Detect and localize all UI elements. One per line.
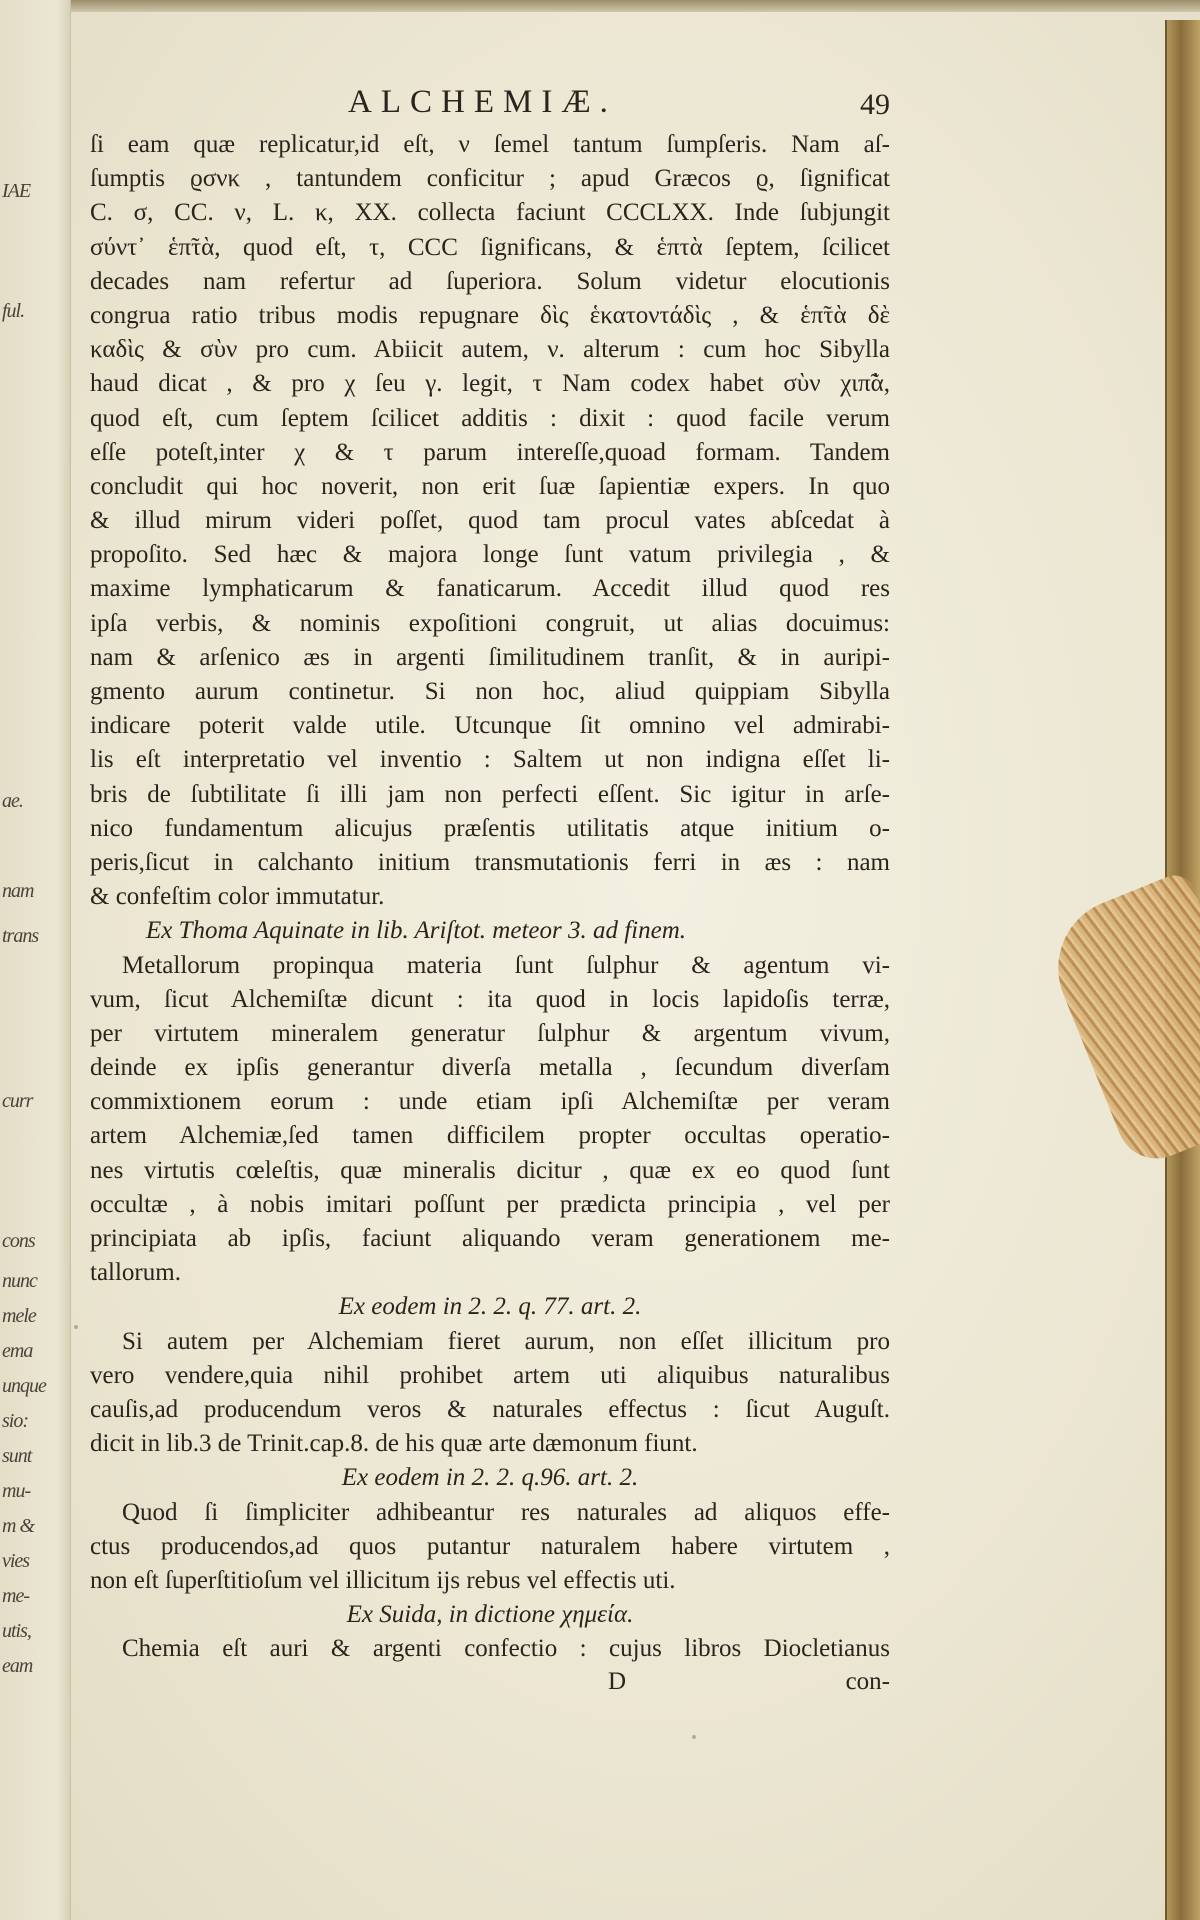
text-line: Si autem per Alchemiam fieret aurum, non eſſet illicitum pro [122, 1327, 890, 1355]
margin-fragment: eam [2, 1655, 33, 1677]
page-footer [90, 1668, 890, 1702]
running-head: ALCHEMIÆ. [348, 84, 617, 120]
margin-fragment: me- [2, 1585, 29, 1607]
text-line: non eſt ſuperſtitioſum vel illicitum ijs rebus vel effectis uti. [90, 1566, 676, 1594]
margin-fragment: trans [2, 925, 39, 947]
section-heading: Ex Thoma Aquinate in lib. Ariſtot. meteor 3. ad finem. [146, 917, 687, 945]
text-line: eſſe poteſt,inter χ & τ parum intereſſe,quoad formam. Tandem [90, 438, 890, 466]
text-line: nes virtutis cœleſtis, quæ mineralis dicitur , quæ ex eo quod ſunt [90, 1156, 890, 1184]
catchword: con- [845, 1668, 890, 1695]
signature-mark: D [608, 1668, 627, 1695]
text-line: & illud mirum videri poſſet, quod tam procul vates abſcedat à [90, 507, 890, 535]
text-line: lis eſt interpretatio vel inventio : Saltem ut non indigna eſſet li- [90, 746, 890, 774]
text-line: bris de ſubtilitate ſi illi jam non perfecti eſſent. Sic igitur in arſe- [90, 780, 890, 808]
margin-fragment: vies [2, 1550, 30, 1572]
margin-fragment: utis, [2, 1620, 31, 1642]
body-text [90, 128, 890, 1666]
text-line: vero vendere,quia nihil prohibet artem uti aliquibus naturalibus [90, 1361, 890, 1389]
text-line: deinde ex ipſis generantur diverſa metalla , ſecundum diverſam [90, 1054, 890, 1082]
text-line: indicare poterit valde utile. Utcunque ſit omnino vel admirabi- [90, 712, 890, 740]
section-heading: Ex Suida, in dictione χημεία. [346, 1601, 634, 1629]
page-top-edge [0, 0, 1200, 12]
margin-fragment: nunc [2, 1270, 37, 1292]
text-line: occultæ , à nobis imitari poſſunt per prædicta principia , vel per [90, 1190, 890, 1218]
text-line: σύντ᾽ ἑπ̃τὰ, quod eſt, τ, CCC ſignificans, & ἑπτὰ ſeptem, ſcilicet [90, 233, 890, 261]
text-line: congrua ratio tribus modis repugnare δὶς ἑκατοντάδὶς , & ἑπ̃τὰ δὲ [90, 301, 890, 329]
margin-fragment: ful. [2, 300, 25, 322]
text-line: nam & arſenico æs in argenti ſimilitudinem tranſit, & in auripi- [90, 643, 890, 671]
text-line: artem Alchemiæ,ſed tamen difficilem propter occultas operatio- [90, 1122, 890, 1150]
margin-fragment: mu- [2, 1480, 31, 1502]
text-line: quod eſt, cum ſeptem ſcilicet additis : dixit : quod facile verum [90, 404, 890, 432]
text-line: haud dicat , & pro χ ſeu γ. legit, τ Nam codex habet σὺν χιπ̃ὰ, [90, 370, 890, 398]
margin-fragment: ae. [2, 790, 23, 812]
page-header [90, 82, 890, 130]
margin-fragment: mele [2, 1305, 36, 1327]
section-heading: Ex eodem in 2. 2. q. 77. art. 2. [338, 1293, 642, 1321]
text-line: Chemia eſt auri & argenti confectio : cujus libros Diocletianus [122, 1635, 890, 1663]
text-line: cauſis,ad producendum veros & naturales effectus : ſicut Auguſt. [90, 1395, 890, 1423]
text-line: maxime lymphaticarum & fanaticarum. Accedit illud quod res [90, 575, 890, 603]
margin-fragment: m & [2, 1515, 34, 1537]
page-number: 49 [860, 88, 890, 121]
text-line: decades nam refertur ad ſuperiora. Solum videtur elocutionis [90, 267, 890, 295]
text-line: Quod ſi ſimpliciter adhibeantur res naturales ad aliquos effe- [122, 1498, 890, 1526]
margin-fragment: curr [2, 1090, 33, 1112]
text-line: commixtionem eorum : unde etiam ipſi Alchemiſtæ per veram [90, 1088, 890, 1116]
margin-fragment: cons [2, 1230, 35, 1252]
text-line: principiata ab ipſis, faciunt aliquando veram generationem me- [90, 1225, 890, 1252]
margin-fragment: ema [2, 1340, 33, 1362]
text-line: nico fundamentum alicujus præſentis utilitatis atque initium o- [90, 814, 890, 842]
paper-speck [692, 1735, 696, 1739]
text-line: propoſito. Sed hæc & majora longe ſunt vatum privilegia , & [90, 541, 890, 569]
text-line: C. σ, CC. ν, L. κ, XX. collecta faciunt CCCLXX. Inde ſubjungit [90, 199, 890, 227]
text-line: καδὶς & σὺν pro cum. Abiicit autem, ν. alterum : cum hoc Sibylla [90, 336, 890, 364]
text-line: Metallorum propinqua materia ſunt ſulphur & agentum vi- [122, 951, 890, 979]
text-line: ctus producendos,ad quos putantur naturalem habere virtutem , [90, 1532, 890, 1560]
text-line: per virtutem mineralem generatur ſulphur & argentum vivum, [90, 1019, 890, 1047]
text-line: ipſa verbis, & nominis expoſitioni congruit, ut alias docuimus: [90, 609, 890, 637]
text-line: ſumptis ϱσνκ , tantundem conficitur ; apud Græcos ϱ, ſignificat [90, 165, 890, 193]
margin-fragment: unque [2, 1375, 46, 1397]
text-line: vum, ſicut Alchemiſtæ dicunt : ita quod in locis lapidoſis terræ, [90, 985, 890, 1013]
adjacent-page-edge [0, 0, 71, 1920]
text-line: gmento aurum continetur. Si non hoc, aliud quippiam Sibylla [90, 678, 890, 705]
text-line: & confeſtim color immutatur. [90, 883, 385, 911]
margin-fragment: sio: [2, 1410, 28, 1432]
margin-fragment: nam [2, 880, 34, 902]
paper-speck [74, 1325, 78, 1329]
text-line: dicit in lib.3 de Trinit.cap.8. de his quæ arte dæmonum fiunt. [90, 1430, 698, 1458]
text-line: ſi eam quæ replicatur,id eſt, ν ſemel tantum ſumpſeris. Nam aſ- [90, 131, 890, 158]
text-line: concludit qui hoc noverit, non erit ſuæ ſapientiæ expers. In quo [90, 472, 890, 500]
text-line: tallorum. [90, 1259, 181, 1287]
section-heading: Ex eodem in 2. 2. q.96. art. 2. [341, 1464, 639, 1492]
brush-bristles [1037, 869, 1200, 1170]
margin-fragment: sunt [2, 1445, 32, 1467]
text-line: peris,ſicut in calchanto initium transmutationis ferri in æs : nam [90, 848, 890, 876]
margin-fragment: IAE [2, 180, 31, 202]
